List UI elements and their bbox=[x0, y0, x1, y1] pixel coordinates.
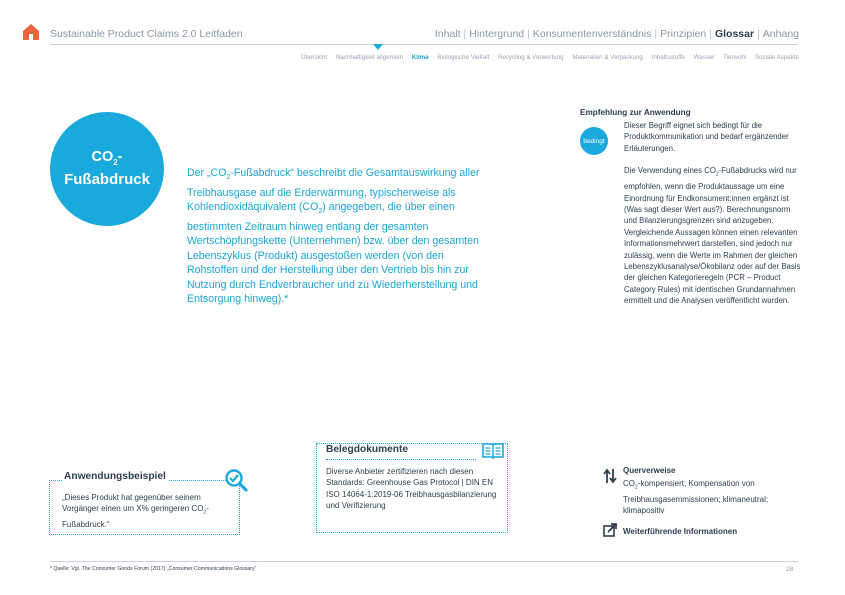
sub-navigation bbox=[294, 54, 799, 61]
example-text: „Dieses Produkt hat gegenüber seinem Vorgänger einen um X% geringeren $CO_2-Fußabdruck.“$ bbox=[62, 493, 209, 529]
subnav-item-uebersicht[interactable]: Übersicht bbox=[301, 54, 328, 61]
recommendation-text bbox=[624, 120, 804, 318]
subnav-item-recycling[interactable]: Recycling & Verwertung bbox=[497, 54, 564, 61]
subnav-item-klima[interactable]: Klima bbox=[411, 54, 429, 61]
subnav-item-wasser[interactable]: Wasser bbox=[693, 54, 715, 61]
footer-divider bbox=[50, 561, 798, 562]
subnav-item-nachhaltigkeit[interactable]: Nachhaltigkeit allgemein bbox=[335, 54, 404, 61]
term-definition: Der $„CO_2-Fußabdruck“$ beschreibt die Gesamtauswirkung aller Treibhausgase auf die Erderwärmung, typischerweise als Kohlendioxidäquivalent $(CO_2)$ angegeben, die über einen bestimmten Zeitraum hinweg entlang der gesamten Wertschöpfungskette (Unternehmen) bzw. über den gesamten Lebenszyklus (Produkt) ausgestoßen werden (von den Rohstoffen und der Herstellung über den Vertrieb bis hin zur Nutzung durch Endverbraucher und zu Wiederherstellung und Entsorgung hinweg).* bbox=[187, 167, 480, 306]
page-number: 28 bbox=[786, 566, 794, 573]
nav-item-prinzipien[interactable]: Prinzipien bbox=[660, 28, 707, 40]
nav-item-konsumentenverstaendnis[interactable]: Konsumentenverständnis bbox=[532, 28, 652, 40]
nav-item-hintergrund[interactable]: Hintergrund bbox=[469, 28, 525, 40]
subnav-item-biologische-vielfalt[interactable]: Biologische Vielfalt bbox=[437, 54, 490, 61]
term-line2: Fußabdruck bbox=[64, 170, 150, 188]
evidence-title: Belegdokumente bbox=[326, 444, 409, 455]
nav-item-inhalt[interactable]: Inhalt bbox=[434, 28, 461, 40]
term-line1: $CO_2-$ bbox=[91, 149, 123, 167]
book-icon bbox=[482, 442, 504, 460]
cross-reference-title: Querverweise bbox=[623, 466, 676, 475]
evidence-text: Diverse Anbieter zertifizieren nach diesen Standards: Greenhouse Gas Protocol | DIN EN ISO 14064-1:2019-06 Treibhausgasbilanzierung und Verifizierung bbox=[326, 467, 497, 511]
source-footnote: * Quelle: Vgl. The Consumer Goods Forum (2017) „Consumer Communications Glossary“ bbox=[50, 566, 257, 572]
nav-item-glossar[interactable]: Glossar bbox=[714, 28, 755, 40]
active-section-marker bbox=[373, 44, 383, 50]
recommendation-badge: bedingt bbox=[580, 127, 608, 155]
evidence-title-underline bbox=[326, 459, 476, 460]
cross-reference-text: $CO_2$-kompensiert; Kompensation von Treibhausgasemmissionen; klimaneutral; klimapositiv bbox=[623, 479, 769, 515]
recommendation-paragraph-1: Dieser Begriff eignet sich bedingt für die Produktkommunikation und bedarf ergänzender Erläuterungen. bbox=[624, 121, 789, 153]
home-icon[interactable] bbox=[22, 23, 40, 41]
external-link-icon[interactable] bbox=[603, 523, 617, 537]
nav-item-anhang[interactable]: Anhang bbox=[762, 28, 799, 40]
subnav-item-materialien[interactable]: Materialien & Verpackung bbox=[572, 54, 643, 61]
recommendation-paragraph-2: Die Verwendung eines $CO_2$-Fußabdrucks wird nur empfohlen, wenn die Produktaussage um eine Einordnung für Endkonsument:innen ergänzt ist (Was sagt dieser Wert aus?). Berechnungsnorm und Bilanzierungsgrenzen sind anzugeben. Vergleichende Aussagen können einen relevanten Informationsmehrwert darstellen, sind jedoch nur zulässig, wenn die Werte im Rahmen der gleichen Lebenszyklusanalyse/Ökobilanz oder auf der Basis der gleichen Kategorieregeln (PCR – Product Category Rules) mit identischen Grundannahmen ermittelt und die Analysen veröffentlicht wurden. bbox=[624, 166, 801, 306]
header-divider bbox=[50, 44, 798, 45]
recommendation-title: Empfehlung zur Anwendung bbox=[580, 108, 691, 117]
subnav-item-inhaltsstoffe[interactable]: Inhaltsstoffe bbox=[651, 54, 685, 61]
main-navigation: Inhalt | Hintergrund | Konsumentenverständnis | Prinzipien | Glossar | Anhang bbox=[434, 28, 799, 40]
subnav-item-soziale-aspekte[interactable]: Soziale Aspekte bbox=[754, 54, 799, 61]
subnav-item-tierwohl[interactable]: Tierwohl bbox=[723, 54, 747, 61]
magnifier-check-icon bbox=[224, 468, 248, 492]
term-circle bbox=[50, 112, 164, 226]
cross-reference-arrows-icon bbox=[603, 468, 617, 484]
further-information-link[interactable]: Weiterführende Informationen bbox=[623, 527, 738, 536]
document-title: Sustainable Product Claims 2.0 Leitfaden bbox=[50, 28, 243, 40]
example-title: Anwendungsbeispiel bbox=[64, 471, 166, 482]
